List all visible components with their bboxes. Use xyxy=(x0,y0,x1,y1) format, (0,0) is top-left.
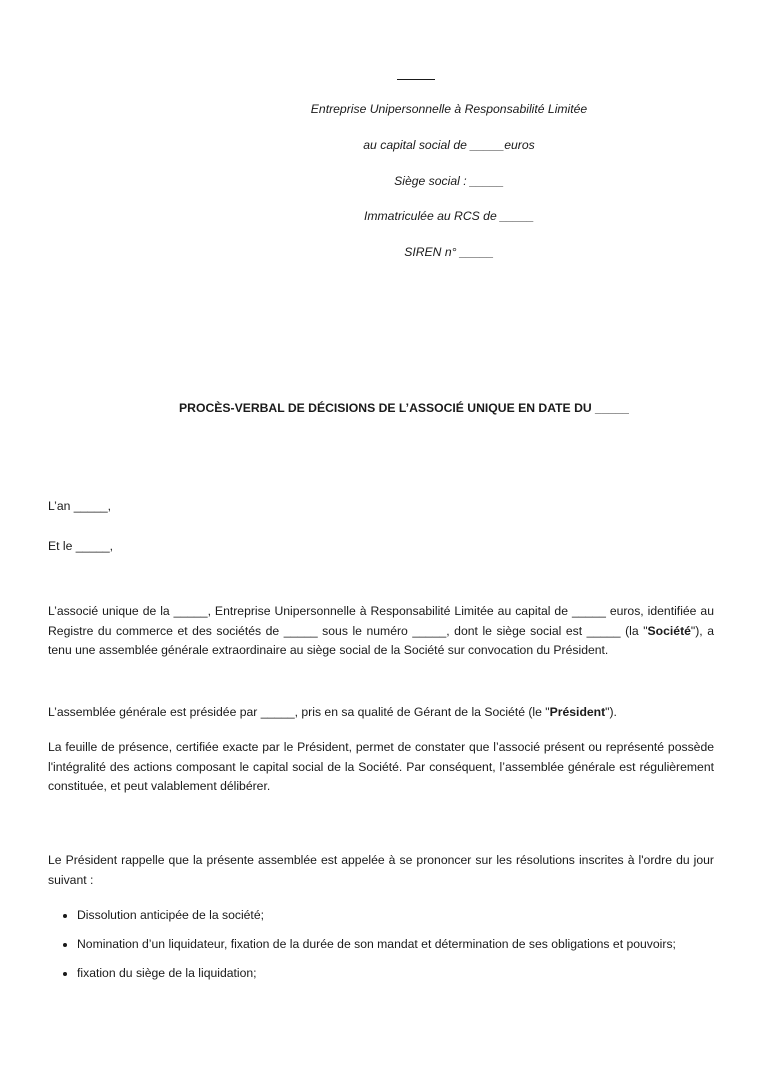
president-term: Président xyxy=(549,705,606,719)
agenda-item: Nomination d’un liquidateur, fixation de la durée de son mandat et détermination de ses obligations et pouvoirs; xyxy=(48,935,714,955)
agenda-list xyxy=(48,906,714,993)
intro-text-1: L’associé unique de la _____, Entreprise Unipersonnelle à Responsabilité Limitée au capital de _____ euros, identifiée au Registre du commerce et des sociétés de _____ sous le numéro _____, dont le siège social est _____ (la " xyxy=(48,604,714,638)
date-day: Et le _____, xyxy=(48,539,114,553)
agenda-item: Dissolution anticipée de la société; xyxy=(48,906,714,926)
company-siren: SIREN n° _____ xyxy=(404,245,494,259)
societe-term: Société xyxy=(647,623,691,638)
intro-text-2: "), a tenu une assemblée générale extraordinaire au siège social de la Société sur convocation du Président. xyxy=(48,623,715,657)
date-year: L’an _____, xyxy=(48,499,112,513)
company-registration: Immatriculée au RCS de _____ xyxy=(363,209,535,223)
agenda-intro: Le Président rappelle que la présente assemblée est appelée à se prononcer sur les résolutions inscrites à l'ordre du jour suivant : xyxy=(48,853,714,887)
presidency-text-2: "). xyxy=(605,705,617,719)
intro-paragraph xyxy=(48,602,714,661)
attendance-paragraph: La feuille de présence, certifiée exacte par le Président, permet de constater que l’associé présent ou représenté possède l'intégralité des actions composant le capital social de la Société. Par conséquent, l’assemblée générale est régulièrement constituée, et peut valablement délibérer. xyxy=(48,740,714,793)
company-form: Entreprise Unipersonnelle à Responsabilité Limitée xyxy=(310,102,588,116)
agenda-item: fixation du siège de la liquidation; xyxy=(48,964,714,984)
document-title: PROCÈS-VERBAL DE DÉCISIONS DE L’ASSOCIÉ UNIQUE EN DATE DU _____ xyxy=(179,401,629,415)
presidency-text-1: L’assemblée générale est présidée par _____, pris en sa qualité de Gérant de la Société (le " xyxy=(48,705,550,719)
company-head-office: Siège social : _____ xyxy=(394,174,504,188)
company-capital: au capital social de _____euros xyxy=(363,138,535,152)
header-rule xyxy=(397,79,435,80)
presidency-paragraph xyxy=(48,703,714,723)
